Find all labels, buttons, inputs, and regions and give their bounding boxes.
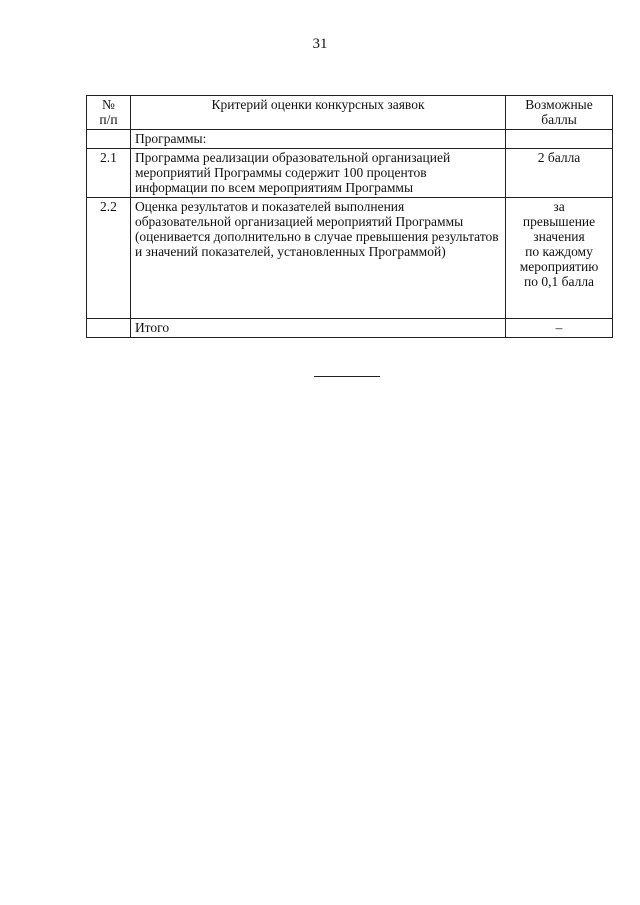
end-divider-line [314, 376, 380, 377]
row-number: 2.2 [87, 198, 131, 319]
row-number: 2.1 [87, 149, 131, 198]
table-row [87, 149, 613, 198]
table-header-row [87, 96, 613, 130]
row-points: 2 балла [506, 149, 613, 198]
page-number: 31 [312, 36, 328, 52]
row-criterion: Программы: [130, 130, 505, 149]
row-number [87, 319, 131, 338]
row-criterion: Оценка результатов и показателей выполнения образовательной организацией мероприятий Программы (оценивается дополнительно в случае превышения результатов и значений показателей, установленных Программой) [130, 198, 505, 319]
header-criterion: Критерий оценки конкурсных заявок [130, 96, 505, 130]
row-points [506, 130, 613, 149]
row-criterion: Итого [130, 319, 505, 338]
row-number [87, 130, 131, 149]
table-row-total [87, 319, 613, 338]
criteria-table [86, 95, 613, 338]
table-row [87, 130, 613, 149]
row-points: за превышение значения по каждому мероприятию по 0,1 балла [506, 198, 613, 319]
header-points: Возможные баллы [506, 96, 613, 130]
header-number: № п/п [87, 96, 131, 130]
row-criterion: Программа реализации образовательной организацией мероприятий Программы содержит 100 процентов информации по всем мероприятиям Программы [130, 149, 505, 198]
table-row [87, 198, 613, 319]
row-points: – [506, 319, 613, 338]
